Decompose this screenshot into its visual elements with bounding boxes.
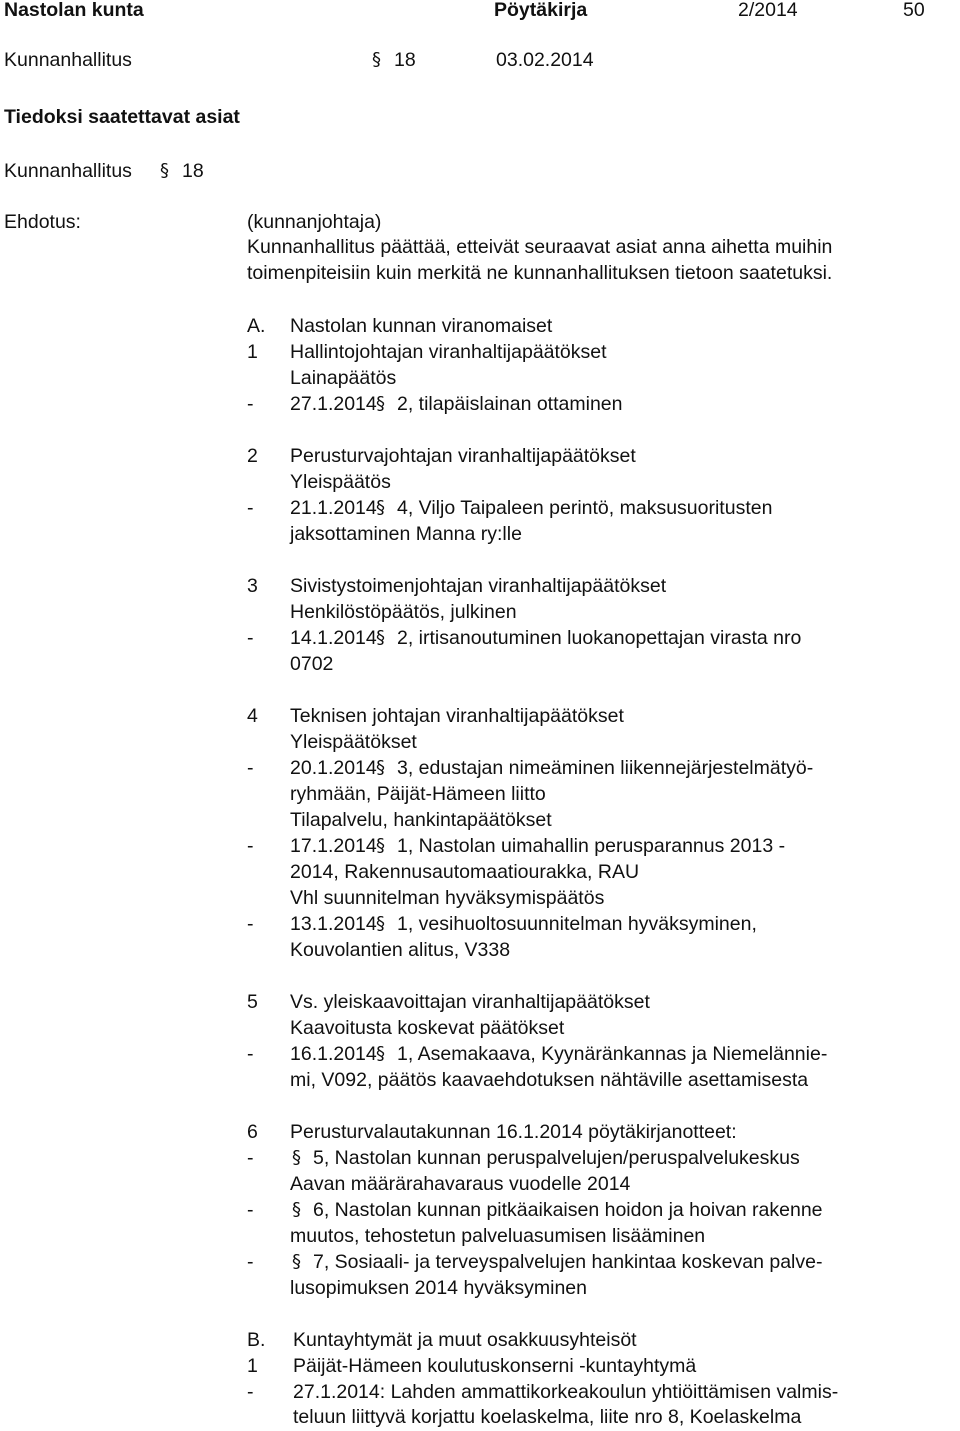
item-date: 13.1.2014 xyxy=(290,913,377,935)
item-dash: - xyxy=(247,757,254,779)
item-dash: - xyxy=(247,1147,254,1169)
item-dash: - xyxy=(247,497,254,519)
item-date: 21.1.2014 xyxy=(290,497,377,519)
item-text: ryhmään, Päijät-Hämeen liitto xyxy=(290,783,546,805)
group-subtitle: Lainapäätös xyxy=(290,367,397,389)
item-text: 2014, Rakennusautomaatiourakka, RAU xyxy=(290,861,640,883)
item-dash: - xyxy=(247,1251,254,1273)
ref-body: Kunnanhallitus xyxy=(4,160,132,182)
group-number: 3 xyxy=(247,575,258,597)
item-dash: - xyxy=(247,835,254,857)
item-date: 17.1.2014 xyxy=(290,835,377,857)
item-text: 1, Asemakaava, Kyynäränkannas ja Niemelännie- xyxy=(397,1043,828,1065)
item-dash: - xyxy=(247,393,254,415)
section-symbol: § xyxy=(292,1251,301,1272)
page-title: Tiedoksi saatettavat asiat xyxy=(4,106,240,128)
item-dash: - xyxy=(247,1043,254,1065)
item-date: 27.1.2014 xyxy=(290,393,377,415)
meeting-date: 03.02.2014 xyxy=(496,49,594,71)
group-title: Vs. yleiskaavoittajan viranhaltijapäätökset xyxy=(290,991,650,1013)
item-dash: - xyxy=(247,627,254,649)
group-number: 2 xyxy=(247,445,258,467)
part-title: Nastolan kunnan viranomaiset xyxy=(290,315,553,337)
proposal-author: (kunnanjohtaja) xyxy=(247,211,382,233)
section-symbol: § xyxy=(160,160,169,181)
municipality-name: Nastolan kunta xyxy=(4,0,144,21)
item-date: 14.1.2014 xyxy=(290,627,377,649)
item-text: 3, edustajan nimeäminen liikennejärjestelmätyö- xyxy=(397,757,814,779)
item-text: 5, Nastolan kunnan peruspalvelujen/peruspalvelukeskus xyxy=(313,1147,800,1169)
group-title: Perusturvalautakunnan 16.1.2014 pöytäkirjanotteet: xyxy=(290,1121,737,1143)
group-title: Sivistystoimenjohtajan viranhaltijapäätökset xyxy=(290,575,667,597)
section-symbol: § xyxy=(376,393,385,414)
item-text: 4, Viljo Taipaleen perintö, maksusuoritusten xyxy=(397,497,773,519)
section-symbol: § xyxy=(372,49,381,70)
group-subtitle: Yleispäätökset xyxy=(290,731,417,753)
part-letter: B. xyxy=(247,1329,266,1351)
group-subtitle: Kaavoitusta koskevat päätökset xyxy=(290,1017,565,1039)
section-symbol: § xyxy=(376,757,385,778)
item-date: 20.1.2014 xyxy=(290,757,377,779)
header-section-number: 18 xyxy=(394,49,416,71)
item-text: muutos, tehostetun palveluasumisen lisääminen xyxy=(290,1225,706,1247)
proposal-text: Kunnanhallitus päättää, etteivät seuraavat asiat anna aihetta muihin xyxy=(247,236,833,258)
page-number: 50 xyxy=(903,0,925,21)
section-symbol: § xyxy=(376,913,385,934)
item-dash: - xyxy=(247,913,254,935)
proposal-label: Ehdotus: xyxy=(4,211,81,233)
document-type: Pöytäkirja xyxy=(494,0,588,21)
document-number: 2/2014 xyxy=(738,0,798,21)
item-dash: - xyxy=(247,1199,254,1221)
group-subtitle: Henkilöstöpäätös, julkinen xyxy=(290,601,517,623)
item-text: jaksottaminen Manna ry:lle xyxy=(290,523,522,545)
group-subtitle: Tilapalvelu, hankintapäätökset xyxy=(290,809,552,831)
item-text: Aavan määrärahavaraus vuodelle 2014 xyxy=(290,1173,631,1195)
proposal-text: toimenpiteisiin kuin merkitä ne kunnanhallituksen tietoon saatetuksi. xyxy=(247,262,833,284)
group-number: 5 xyxy=(247,991,258,1013)
item-text: 0702 xyxy=(290,653,334,675)
item-date: 16.1.2014 xyxy=(290,1043,377,1065)
group-title: Hallintojohtajan viranhaltijapäätökset xyxy=(290,341,607,363)
group-number: 1 xyxy=(247,1355,258,1377)
section-symbol: § xyxy=(292,1199,301,1220)
item-text: Vhl suunnitelman hyväksymispäätös xyxy=(290,887,605,909)
part-title: Kuntayhtymät ja muut osakkuusyhteisöt xyxy=(293,1329,637,1351)
section-symbol: § xyxy=(292,1147,301,1168)
group-title: Päijät-Hämeen koulutuskonserni -kuntayhtymä xyxy=(293,1355,697,1377)
section-symbol: § xyxy=(376,1043,385,1064)
item-text: teluun liittyvä korjattu koelaskelma, liite nro 8, Koelaskelma xyxy=(293,1406,802,1428)
section-symbol: § xyxy=(376,627,385,648)
item-text: 2, irtisanoutuminen luokanopettajan virasta nro xyxy=(397,627,802,649)
group-title: Teknisen johtajan viranhaltijapäätökset xyxy=(290,705,624,727)
item-text: mi, V092, päätös kaavaehdotuksen nähtäville asettamisesta xyxy=(290,1069,809,1091)
section-symbol: § xyxy=(376,497,385,518)
item-text: 6, Nastolan kunnan pitkäaikaisen hoidon ja hoivan rakenne xyxy=(313,1199,823,1221)
item-text: 1, vesihuoltosuunnitelman hyväksyminen, xyxy=(397,913,757,935)
item-text: 7, Sosiaali- ja terveyspalvelujen hankintaa koskevan palve- xyxy=(313,1251,823,1273)
item-dash: - xyxy=(247,1381,254,1403)
item-text: Kouvolantien alitus, V338 xyxy=(290,939,511,961)
group-title: Perusturvajohtajan viranhaltijapäätökset xyxy=(290,445,636,467)
item-text: 2, tilapäislainan ottaminen xyxy=(397,393,623,415)
header-body: Kunnanhallitus xyxy=(4,49,132,71)
ref-section-number: 18 xyxy=(182,160,204,182)
item-text: lusopimuksen 2014 hyväksyminen xyxy=(290,1277,587,1299)
part-letter: A. xyxy=(247,315,266,337)
group-subtitle: Yleispäätös xyxy=(290,471,391,493)
group-number: 6 xyxy=(247,1121,258,1143)
group-number: 4 xyxy=(247,705,258,727)
item-text: 27.1.2014: Lahden ammattikorkeakoulun yhtiöittämisen valmis- xyxy=(293,1381,839,1403)
section-symbol: § xyxy=(376,835,385,856)
group-number: 1 xyxy=(247,341,258,363)
item-text: 1, Nastolan uimahallin perusparannus 2013 - xyxy=(397,835,786,857)
